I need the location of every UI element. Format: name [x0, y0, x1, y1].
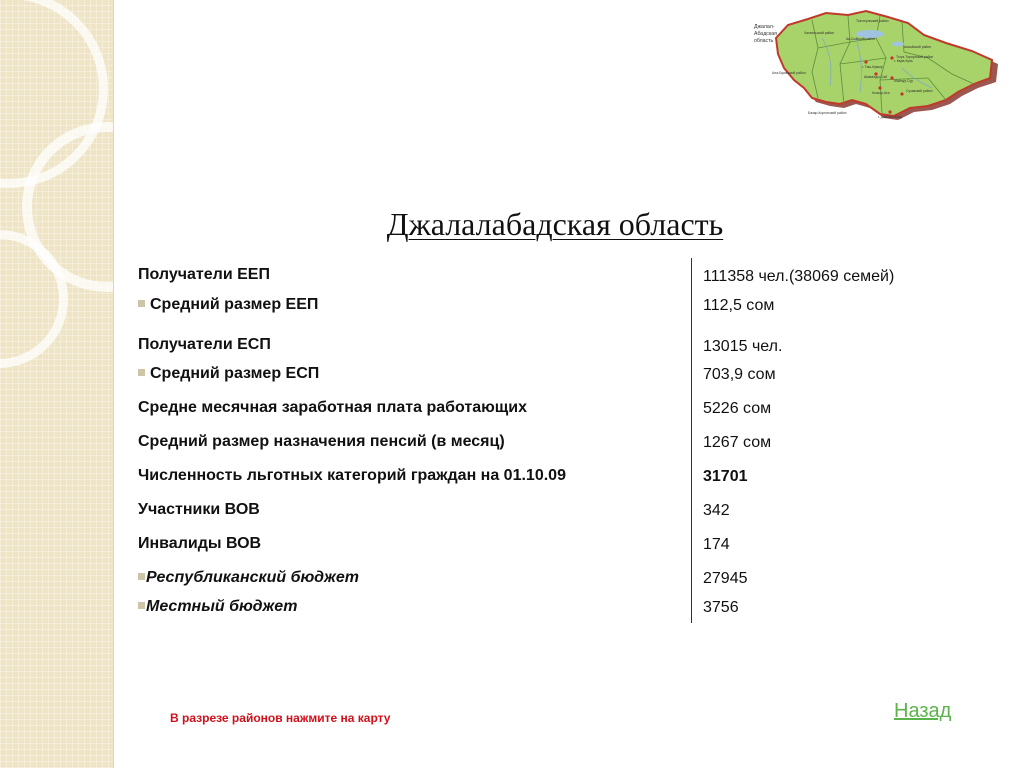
page-title: Джалалабадская область — [386, 206, 724, 242]
map-label: Кочкор-Ата — [872, 91, 890, 95]
map-label: Чаткальский район — [804, 31, 835, 35]
row-label-bulleted — [138, 365, 319, 383]
lake-icon — [892, 42, 904, 47]
bullet-icon — [138, 300, 145, 307]
bullet-icon — [138, 573, 145, 580]
back-link[interactable]: Назад — [894, 700, 952, 722]
map-label: Тогуз-Тороузский район — [896, 55, 934, 59]
map-label: Ак-Сыйский район — [846, 37, 875, 41]
row-label-bulleted — [138, 598, 297, 616]
row-value: 342 — [703, 502, 730, 519]
map-label: г. Кара-Куль — [894, 59, 913, 63]
row-label-bulleted — [138, 296, 318, 314]
row-value: 1267 сом — [703, 434, 772, 451]
bullet-icon — [138, 602, 145, 609]
bullet-icon — [138, 369, 145, 376]
row-label: Инвалиды ВОВ — [138, 535, 262, 552]
row-value: 13015 чел. — [703, 338, 783, 355]
row-label-text: Республиканский бюджет — [146, 569, 359, 586]
row-label-text: Местный бюджет — [146, 598, 298, 615]
row-label-text: Средний размер ЕЕП — [150, 296, 319, 313]
map-label: Джалал- — [754, 24, 775, 30]
row-value: 3756 — [703, 599, 739, 616]
map-label: Майлуу-Суу — [894, 79, 913, 83]
row-label: Средне месячная заработная плата работающих — [138, 399, 527, 416]
map-label: Абадская — [754, 31, 777, 37]
row-label: Получатели ЕЕП — [138, 266, 270, 283]
row-value: 5226 сом — [703, 400, 772, 417]
map-label: Шамалды-Сай — [864, 75, 887, 79]
row-value: 31701 — [703, 468, 748, 485]
decorative-side-strip — [0, 0, 114, 768]
row-value: 112,5 сом — [703, 297, 775, 314]
column-divider — [691, 258, 692, 623]
map-label: Токтогульский район — [856, 19, 889, 23]
map-hint-text: В разрезе районов нажмите на карту — [170, 711, 391, 725]
map-label: область — [754, 38, 774, 44]
row-value: 703,9 сом — [703, 366, 776, 383]
region-map[interactable] — [752, 8, 1000, 126]
row-label: Численность льготных категорий граждан на 01.10.09 — [138, 467, 566, 484]
row-label-text: Средний размер ЕСП — [150, 365, 320, 382]
row-value: 111358 чел.(38069 семей) — [703, 268, 895, 285]
row-label: Средний размер назначения пенсий (в месяц) — [138, 433, 505, 450]
map-land — [776, 11, 992, 116]
row-value: 174 — [703, 536, 730, 553]
map-label: г. Таш-Кумыр — [862, 65, 883, 69]
row-label: Получатели ЕСП — [138, 336, 271, 353]
map-label: Базар-Коргонский район — [808, 111, 847, 115]
map-label: Аксыйский район — [904, 45, 932, 49]
map-label: Сузакский район — [906, 89, 933, 93]
row-label: Участники ВОВ — [138, 501, 260, 518]
row-label-bulleted — [138, 569, 359, 587]
map-label: Ала-Букинский район — [772, 71, 806, 75]
row-value: 27945 — [703, 570, 748, 587]
map-label: г. Джалал-Абад — [878, 115, 903, 119]
